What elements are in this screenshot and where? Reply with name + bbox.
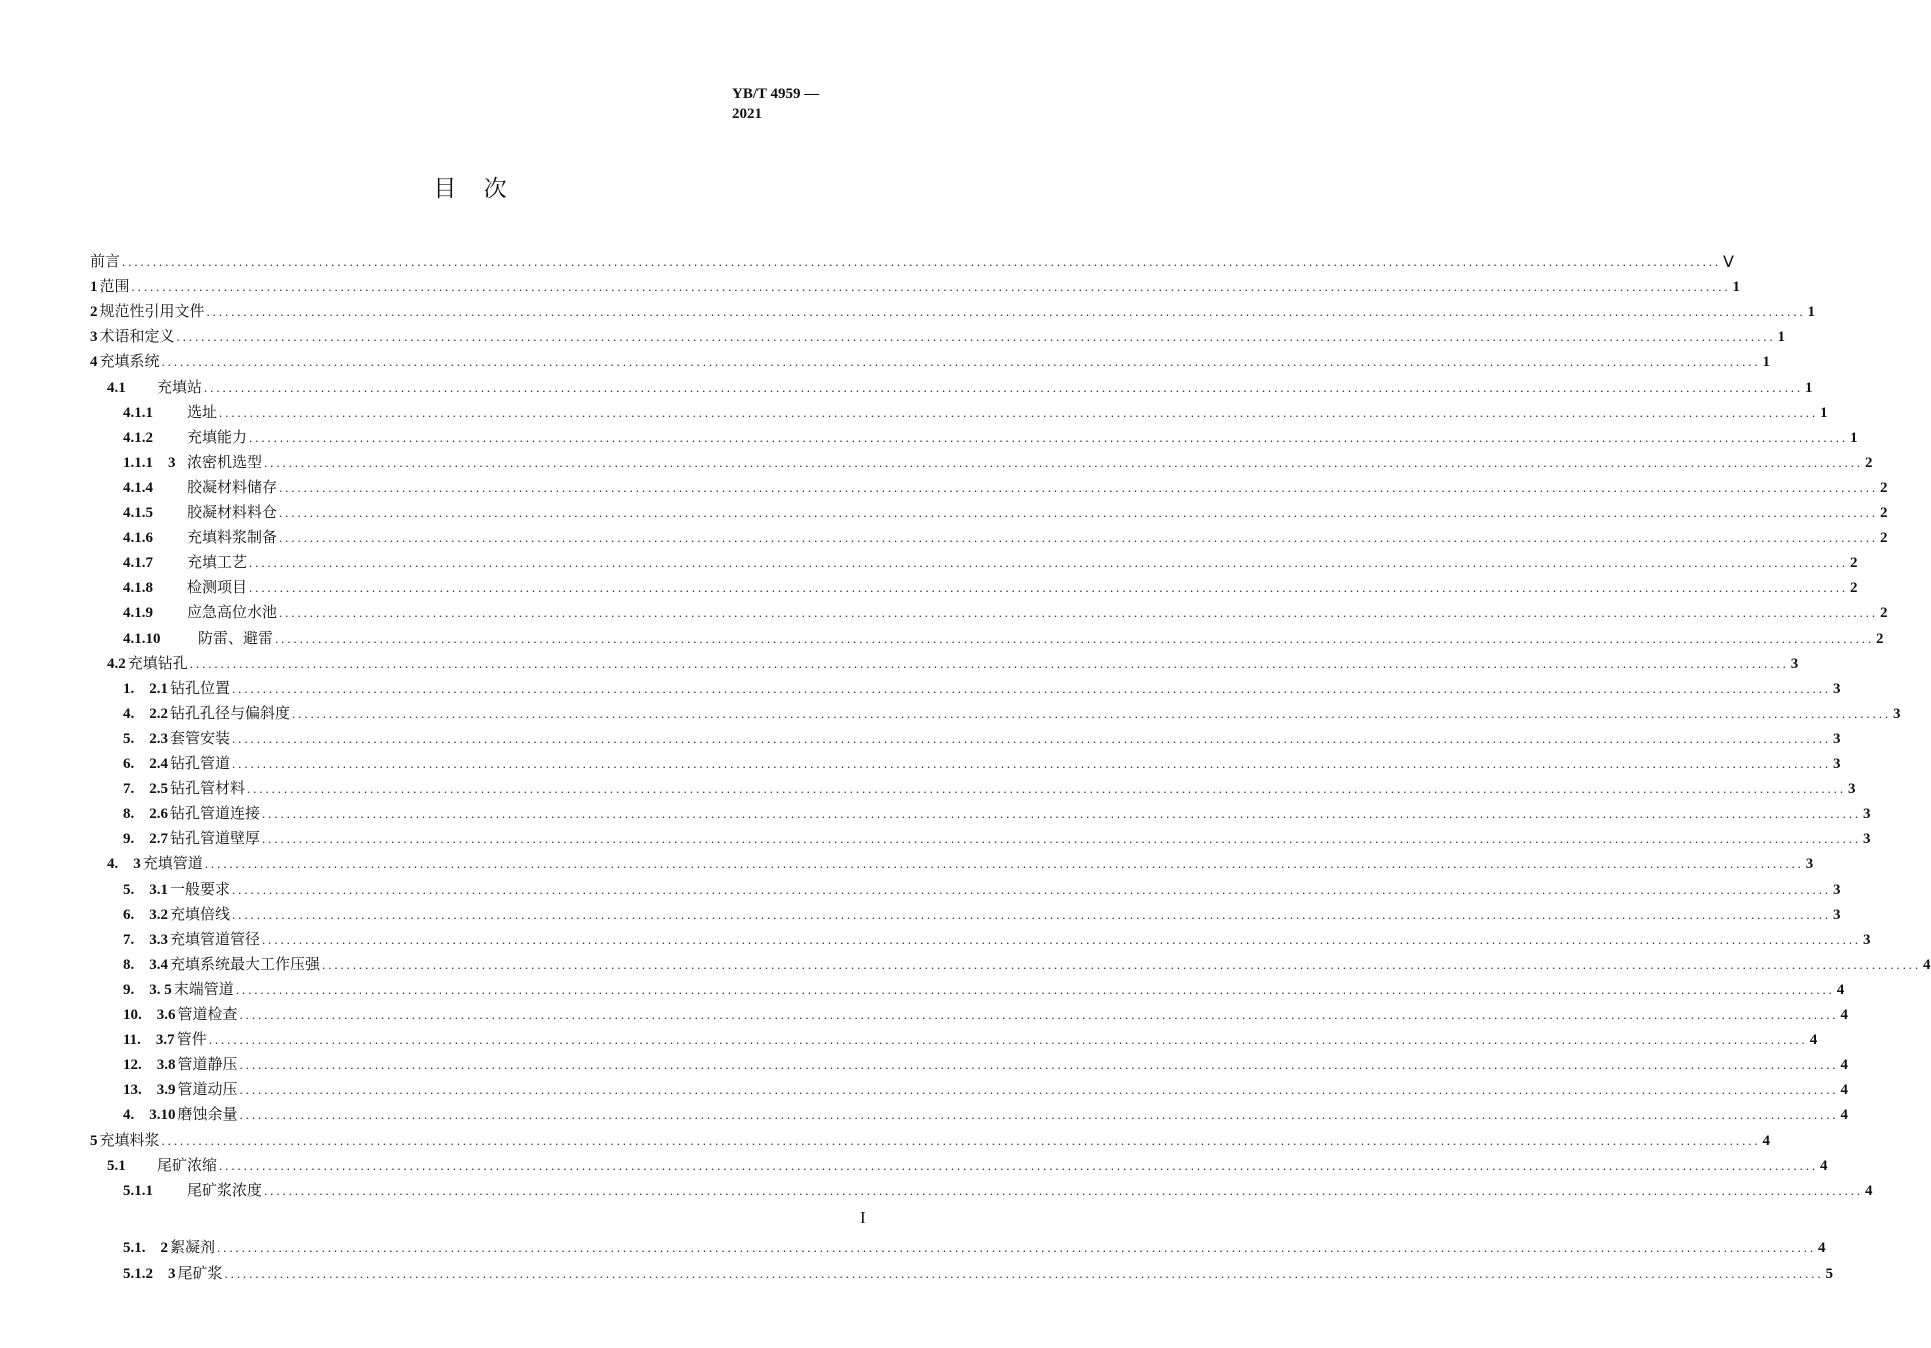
toc-entry-title: 磨蚀余量 <box>177 1107 238 1124</box>
toc-entry[interactable] <box>123 1262 1834 1284</box>
toc-entry-page: 2 <box>1880 479 1888 496</box>
toc-entry-title: 管件 <box>176 1032 207 1049</box>
dot-leader: .................................................................................................................................................................................................................................................................... <box>249 580 1849 596</box>
toc-entry[interactable] <box>123 953 1931 975</box>
toc-entry[interactable] <box>123 501 1888 523</box>
toc-entry-page: 2 <box>1850 555 1858 572</box>
toc-entry[interactable] <box>123 677 1841 699</box>
page-title: 目 次 <box>433 176 517 202</box>
toc-entry-number: 5.1. 2 <box>123 1240 169 1256</box>
toc-entry-page: 2 <box>1865 454 1873 471</box>
toc-entry-page: 2 <box>1880 505 1888 521</box>
dot-leader: .................................................................................................................................................................................................................................................................... <box>219 404 1819 420</box>
dot-leader: .................................................................................................................................................................................................................................................................... <box>264 1182 1864 1198</box>
toc-entry[interactable] <box>90 300 1816 322</box>
dot-leader: .................................................................................................................................................................................................................................................................... <box>262 931 1862 947</box>
toc-entry-page: 2 <box>1880 530 1888 547</box>
toc-entry-title: 充填钻孔 <box>127 655 188 672</box>
toc-entry[interactable] <box>123 1103 1849 1125</box>
toc-entry-number: 5.1.2 3 <box>123 1266 176 1282</box>
toc-entry-title: 钻孔管道 <box>170 756 231 772</box>
dot-leader: .................................................................................................................................................................................................................................................................... <box>249 429 1849 445</box>
toc-entry[interactable] <box>123 576 1858 598</box>
toc-entry-page: 1 <box>1807 304 1816 321</box>
toc-entry-page: 4 <box>1923 956 1931 973</box>
toc-entry-number: 4.1.8 <box>123 580 153 597</box>
toc-entry-number: 8. 2.6 <box>123 806 169 823</box>
toc-entry[interactable] <box>123 551 1858 573</box>
toc-entry-number: 4.1 <box>107 379 126 396</box>
toc-entry-page: 1 <box>1777 329 1786 346</box>
toc-entry-title: 尾矿浆 <box>177 1266 223 1282</box>
dot-leader: .................................................................................................................................................................................................................................................................... <box>239 1057 1839 1073</box>
toc-entry[interactable] <box>123 451 1873 473</box>
dot-leader: .................................................................................................................................................................................................................................................................... <box>232 881 1832 897</box>
toc-entry-page: 4 <box>1820 1157 1828 1174</box>
toc-entry-title: 充填系统 <box>99 354 160 371</box>
toc-entry[interactable] <box>107 1154 1828 1176</box>
toc-entry-number: 8. 3.4 <box>123 956 169 973</box>
toc-entry-title: 絮凝剂 <box>170 1240 216 1256</box>
dot-leader: .................................................................................................................................................................................................................................................................... <box>239 1082 1839 1098</box>
toc-entry-title: 套管安装 <box>170 730 231 747</box>
toc-entry-page: 3 <box>1863 806 1871 823</box>
toc-entry-number: 10. 3.6 <box>123 1007 176 1023</box>
toc-entry-page: 3 <box>1790 655 1799 672</box>
toc-entry-number: 5 <box>90 1132 98 1149</box>
dot-leader: .................................................................................................................................................................................................................................................................... <box>161 354 1761 370</box>
toc-entry-title: 尾矿浆浓度 <box>187 1182 263 1199</box>
toc-entry-title: 应急高位水池 <box>187 605 278 622</box>
toc-entry-page: 1 <box>1805 379 1813 396</box>
toc-entry-page: 4 <box>1762 1132 1771 1149</box>
dot-leader: .................................................................................................................................................................................................................................................................... <box>262 806 1862 822</box>
toc-entry-title: 钻孔管材料 <box>170 781 246 798</box>
toc-entry-title: 尾矿浓缩 <box>157 1157 218 1174</box>
dot-leader: .................................................................................................................................................................................................................................................................... <box>161 1132 1761 1148</box>
toc-entry-number: 4.1.9 <box>123 605 153 622</box>
toc-entry-title: 规范性引用文件 <box>99 304 205 321</box>
toc-entry-page: 3 <box>1805 856 1814 873</box>
toc-entry[interactable] <box>123 1028 1818 1050</box>
dot-leader: .................................................................................................................................................................................................................................................................... <box>279 479 1879 495</box>
toc-entry-title: 一般要求 <box>170 881 231 898</box>
toc-entry-number: 4.1.10 <box>123 630 161 647</box>
dot-leader: .................................................................................................................................................................................................................................................................... <box>249 555 1849 571</box>
toc-entry-number: 6. 2.4 <box>123 756 169 772</box>
toc-entry-title: 胶凝材料料仓 <box>187 505 278 521</box>
toc-entry-page: 3 <box>1848 781 1856 798</box>
dot-leader: .................................................................................................................................................................................................................................................................... <box>279 530 1879 546</box>
toc-entry-number: 4.1.5 <box>123 505 153 521</box>
toc-entry-number: 4.1.7 <box>123 555 153 572</box>
toc-entry[interactable] <box>123 476 1888 498</box>
toc-entry-page: 2 <box>1850 580 1858 597</box>
toc-entry[interactable] <box>107 376 1813 398</box>
toc-entry-page: Ⅴ <box>1723 252 1734 271</box>
toc-entry[interactable] <box>90 325 1786 347</box>
toc-entry[interactable] <box>123 426 1858 448</box>
toc-entry-number: 9. 3. 5 <box>123 981 172 998</box>
toc-entry-number: 4.1.2 <box>123 429 153 446</box>
dot-leader: .................................................................................................................................................................................................................................................................... <box>262 831 1862 847</box>
toc-entry-number: 12. 3.8 <box>123 1057 176 1074</box>
toc-entry-number: 5. 3.1 <box>123 881 169 898</box>
dot-leader: .................................................................................................................................................................................................................................................................... <box>217 1240 1817 1255</box>
toc-entry-title: 充填能力 <box>187 429 248 446</box>
toc-entry-page: 2 <box>1880 605 1888 622</box>
toc-entry[interactable] <box>123 401 1828 423</box>
toc-entry[interactable] <box>123 928 1871 950</box>
toc-entry-number: 4. 3.10 <box>123 1107 176 1124</box>
toc-entry[interactable] <box>123 1179 1873 1201</box>
dot-leader: .................................................................................................................................................................................................................................................................... <box>206 304 1806 320</box>
toc-entry-number: 4.1.4 <box>123 479 153 496</box>
toc-entry-title: 前言 <box>90 254 121 270</box>
dot-leader: .................................................................................................................................................................................................................................................................... <box>122 254 1722 269</box>
toc-entry-page: 4 <box>1840 1082 1849 1099</box>
toc-entry-number: 5.1 <box>107 1157 126 1174</box>
toc-entry-title: 胶凝材料储存 <box>187 479 278 496</box>
toc-entry[interactable] <box>123 526 1888 548</box>
toc-entry-number: 4.2 <box>107 655 126 672</box>
toc-entry-title: 末端管道 <box>173 981 234 998</box>
toc-entry-page: 3 <box>1833 756 1841 772</box>
toc-entry[interactable] <box>123 878 1841 900</box>
toc-entry-number: 5. 2.3 <box>123 730 169 747</box>
toc-entry[interactable] <box>123 1078 1849 1100</box>
toc-entry-title: 术语和定义 <box>99 329 175 346</box>
toc-entry-page: 3 <box>1863 931 1871 948</box>
toc-entry[interactable] <box>123 727 1841 749</box>
toc-entry-title: 钻孔孔径与偏斜度 <box>170 705 291 722</box>
toc-entry-page: 1 <box>1732 279 1741 296</box>
dot-leader: .................................................................................................................................................................................................................................................................... <box>235 981 1835 997</box>
toc-entry[interactable] <box>107 652 1799 674</box>
dot-leader: .................................................................................................................................................................................................................................................................... <box>176 329 1776 345</box>
toc-entry-title: 浓密机选型 <box>187 454 263 471</box>
toc-entry-page: 4 <box>1840 1007 1849 1023</box>
toc-entry-page: 3 <box>1893 705 1901 722</box>
toc-entry-page: 3 <box>1833 680 1841 697</box>
toc-entry-title: 充填管道管径 <box>170 931 261 948</box>
toc-entry-page: 4 <box>1865 1182 1873 1199</box>
toc-entry-title: 充填系统最大工作压强 <box>170 956 321 973</box>
toc-entry-number: 4. 3 <box>107 856 141 873</box>
toc-entry-title: 钻孔位置 <box>170 680 231 697</box>
dot-leader: .................................................................................................................................................................................................................................................................... <box>279 505 1879 520</box>
toc-entry-title: 检测项目 <box>187 580 248 597</box>
toc-entry-title: 钻孔管道连接 <box>170 806 261 823</box>
dot-leader: .................................................................................................................................................................................................................................................................... <box>232 730 1832 746</box>
toc-entry-number: 1.1.1 3 <box>123 454 176 471</box>
toc-entry-page: 5 <box>1825 1266 1834 1282</box>
dot-leader: .................................................................................................................................................................................................................................................................... <box>208 1032 1808 1048</box>
dot-leader: .................................................................................................................................................................................................................................................................... <box>232 906 1832 922</box>
toc-entry-number: 4.1.6 <box>123 530 153 547</box>
dot-leader: .................................................................................................................................................................................................................................................................... <box>322 956 1922 972</box>
toc-entry-number: 1. 2.1 <box>123 680 169 697</box>
toc-entry-title: 充填倍线 <box>170 906 231 923</box>
toc-entry-title: 管道检查 <box>177 1007 238 1023</box>
toc-entry-number: 3 <box>90 329 98 346</box>
toc-entry-title: 充填料浆 <box>99 1132 160 1149</box>
toc-entry-number: 4. 2.2 <box>123 705 169 722</box>
toc-entry[interactable] <box>123 752 1841 774</box>
toc-entry-number: 13. 3.9 <box>123 1082 176 1099</box>
dot-leader: .................................................................................................................................................................................................................................................................... <box>131 279 1731 295</box>
toc-entry-number: 1 <box>90 279 98 296</box>
toc-entry-page: 4 <box>1836 981 1845 998</box>
toc-entry-title: 范围 <box>99 279 130 296</box>
toc-entry[interactable] <box>123 1053 1849 1075</box>
toc-entry-number: 9. 2.7 <box>123 831 169 848</box>
toc-entry[interactable] <box>90 350 1771 372</box>
page-number-marker: I <box>860 1208 866 1227</box>
toc-entry[interactable] <box>123 1236 1826 1258</box>
toc-entry[interactable] <box>123 702 1901 724</box>
dot-leader: .................................................................................................................................................................................................................................................................... <box>239 1107 1839 1123</box>
toc-entry[interactable] <box>90 275 1741 297</box>
dot-leader: .................................................................................................................................................................................................................................................................... <box>204 379 1804 395</box>
dot-leader: .................................................................................................................................................................................................................................................................... <box>279 605 1879 621</box>
dot-leader: .................................................................................................................................................................................................................................................................... <box>239 1007 1839 1022</box>
toc-entry-page: 4 <box>1818 1240 1826 1256</box>
toc-entry-page: 3 <box>1833 906 1841 923</box>
toc-entry[interactable] <box>123 627 1884 649</box>
toc-entry[interactable] <box>123 601 1888 623</box>
dot-leader: .................................................................................................................................................................................................................................................................... <box>247 781 1847 797</box>
toc-entry[interactable] <box>107 852 1814 874</box>
toc-entry[interactable] <box>123 802 1871 824</box>
standard-code: YB/T 4959 — 2021 <box>732 86 820 122</box>
toc-entry[interactable] <box>123 903 1841 925</box>
toc-entry-number: 4 <box>90 354 98 371</box>
toc-entry-number: 6. 3.2 <box>123 906 169 923</box>
toc-entry[interactable] <box>123 827 1871 849</box>
toc-entry-number: 7. 2.5 <box>123 781 169 798</box>
dot-leader: .................................................................................................................................................................................................................................................................... <box>292 705 1892 721</box>
toc-entry-page: 4 <box>1840 1107 1849 1124</box>
toc-entry-page: 3 <box>1863 831 1871 848</box>
toc-entry-page: 1 <box>1762 354 1771 371</box>
dot-leader: .................................................................................................................................................................................................................................................................... <box>204 856 1804 872</box>
toc-entry-title: 管道静压 <box>177 1057 238 1074</box>
toc-entry-title: 充填站 <box>157 379 203 396</box>
toc-entry-title: 钻孔管道壁厚 <box>170 831 261 848</box>
toc-entry[interactable] <box>90 250 1734 272</box>
toc-entry-title: 充填工艺 <box>187 555 248 572</box>
toc-entry-page: 2 <box>1876 630 1884 647</box>
dot-leader: .................................................................................................................................................................................................................................................................... <box>189 655 1789 671</box>
toc-entry[interactable] <box>123 978 1845 1000</box>
dot-leader: .................................................................................................................................................................................................................................................................... <box>232 680 1832 696</box>
toc-entry-number: 4.1.1 <box>123 404 153 421</box>
toc-entry[interactable] <box>90 1129 1771 1151</box>
toc-entry-number: 11. 3.7 <box>123 1032 175 1049</box>
toc-entry-title: 充填料浆制备 <box>187 530 278 547</box>
dot-leader: .................................................................................................................................................................................................................................................................... <box>219 1157 1819 1173</box>
toc-entry-page: 1 <box>1820 404 1828 421</box>
toc-entry-page: 3 <box>1833 730 1841 747</box>
toc-entry-title: 充填管道 <box>142 856 203 873</box>
dot-leader: .................................................................................................................................................................................................................................................................... <box>264 454 1864 470</box>
toc-entry-title: 选址 <box>187 404 218 421</box>
toc-entry-page: 4 <box>1840 1057 1849 1074</box>
dot-leader: .................................................................................................................................................................................................................................................................... <box>232 756 1832 771</box>
toc-entry-title: 防雷、避雷 <box>198 630 274 647</box>
toc-entry-number: 7. 3.3 <box>123 931 169 948</box>
toc-entry-page: 1 <box>1850 429 1858 446</box>
toc-entry-number: 5.1.1 <box>123 1182 153 1199</box>
toc-entry-number: 2 <box>90 304 98 321</box>
toc-entry-title: 管道动压 <box>177 1082 238 1099</box>
dot-leader: .................................................................................................................................................................................................................................................................... <box>224 1266 1824 1281</box>
toc-entry-page: 3 <box>1833 881 1841 898</box>
toc-entry[interactable] <box>123 1003 1849 1025</box>
dot-leader: .................................................................................................................................................................................................................................................................... <box>275 630 1875 646</box>
toc-entry-page: 4 <box>1809 1032 1818 1049</box>
toc-entry[interactable] <box>123 777 1856 799</box>
